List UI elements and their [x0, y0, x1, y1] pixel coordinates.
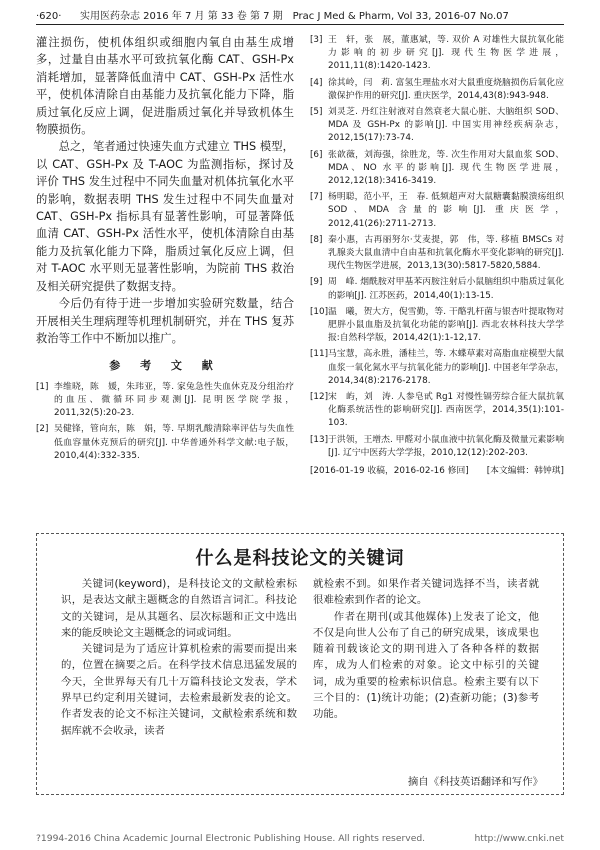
- reference-item: [310, 391, 564, 431]
- reference-item: [310, 306, 564, 346]
- reference-item: [310, 34, 564, 74]
- reference-number: [1]: [36, 381, 49, 392]
- reference-text: 温 曦，贺大方，倪雪勤，等. 干酪乳杆菌与银杏叶提取物对肥胖小鼠血脂及抗氧化功能的影响[J]. 西北农林科技大学学报:自然科学版，2014,42(1):1-12,17.: [328, 306, 564, 344]
- running-header: [36, 6, 564, 22]
- reference-item: [36, 423, 294, 463]
- reference-item: [310, 434, 564, 460]
- reference-text: 刘灵芝. 丹红注射液对自然衰老大鼠心脏、大脑组织 SOD、MDA 及 GSH-Px 的影响[J]. 中国实用神经疾病杂志，2012,15(17):73-74.: [328, 107, 564, 144]
- reference-text: 吴健锋，管向东，陈 娟，等. 早期乳酸清除率评估与失血性低血容量休克预后的研究[J]. 中华普通外科学文献:电子版，2010,4(4):332-335.: [54, 424, 294, 461]
- reference-number: [9]: [310, 277, 323, 288]
- left-column: [36, 34, 294, 466]
- reference-number: [12]: [310, 392, 329, 403]
- reference-number: [4]: [310, 77, 323, 88]
- box-paragraph: 作者在期刊(或其他媒体)上发表了论文，他不仅是向世人公布了自己的研究成果，该成果也随着刊载该论文的期刊进入了各种各样的数据库，成为人们检索的对象。论文中标引的关键词，成为重要的检索标识信息。检索主要有以下三个目的：(1)统计功能；(2)查新功能；(3)参考功能。: [313, 610, 539, 721]
- reference-number: [11]: [310, 349, 329, 360]
- reference-item: [310, 106, 564, 146]
- received-date: [2016-01-19 收稿，2016-02-16 修回]: [310, 466, 469, 477]
- reference-text: 周 峰. 烟酰胺对甲基苯丙胺注射后小鼠脑组织中脂质过氧化的影响[J]. 江苏医药，2014,40(1):13-15.: [328, 277, 564, 301]
- box-paragraph: 就检索不到。如果作者关键词选择不当，读者就很难检索到作者的论文。: [313, 578, 539, 607]
- header-rule: [36, 24, 564, 25]
- reference-text: 于洪领，王增杰. 甲醛对小鼠血液中抗氧化酶及微量元素影响[J]. 辽宁中医药大学学报，2010,12(12):202-203.: [328, 434, 564, 458]
- body-paragraph: 灌注损伤，使机体组织或细胞内氧自由基生成增多，过量自由基水平可致抗氧化酶 CAT、GSH-Px 消耗增加，显著降低血清中 CAT、GSH-Px 活性水平，使机体清除自由基能力及抗氧化能力下降，脂质过氧化反应上调，促进脂质过氧化并导致机体生物膜损伤。: [36, 36, 294, 137]
- box-source: 摘自《科技英语翻译和写作》: [407, 776, 543, 788]
- reference-item: [310, 77, 564, 103]
- reference-text: 王 轩，张 展，董惠斌，等. 双价 A 对雄性大鼠抗氧化能力影响的初步研究[J]. 现代生物医学进展，2011,11(8):1420-1423.: [328, 35, 564, 72]
- body-paragraph: 今后仍有待于进一步增加实验研究数量，结合开展相关生理病理等机理机制研究，并在 THS 复苏救治等工作中不断加以推广。: [36, 297, 294, 345]
- box-paragraph: 关键词(keyword)，是科技论文的文献检索标识，是表达文献主题概念的自然语言词汇。科技论文的关键词，是从其题名、层次标题和正文中选出来的能反映论文主题概念的词或词组。: [61, 578, 297, 639]
- page-footer: [36, 833, 564, 844]
- reference-number: [7]: [310, 192, 323, 203]
- article-meta: [310, 463, 564, 476]
- reference-number: [10]: [310, 306, 329, 317]
- publisher-url[interactable]: http://www.cnki.net: [474, 833, 564, 844]
- reference-item: [310, 191, 564, 231]
- reference-item: [36, 381, 294, 421]
- reference-number: [6]: [310, 149, 323, 160]
- reference-number: [3]: [310, 35, 323, 45]
- info-box: [36, 533, 564, 795]
- references-title: 参 考 文 献: [109, 359, 221, 373]
- reference-text: 杨明聪，范小平，王 春. 低频超声对大鼠糖囊黏膜溃疡组织 SOD、MDA 含量的影响[J]. 重庆医学，2012,41(26):2711-2713.: [328, 192, 564, 229]
- box-right-column: [313, 576, 539, 723]
- reference-text: 张歆薇，刘海强，徐胜龙，等. 次生作用对大鼠血浆 SOD、MDA、NO 水平的影响[J]. 现代生物医学进展，2012,12(18):3416-3419.: [328, 149, 564, 187]
- reference-text: 马宝慧，高永胜，潘桂兰，等. 木蝶草素对高脂血症模型大鼠血浆一氧化氮水平与抗氧化能力的影响[J]. 中国老年学杂志，2014,34(8):2176-2178.: [328, 349, 564, 386]
- reference-text: 徐其岭，闫 莉. 富氢生理盐水对大鼠重度烧脑损伤后氧化应激保护作用的研究[J]. 重庆医学，2014,43(8):943-948.: [328, 77, 564, 101]
- reference-item: [310, 276, 564, 302]
- references-list-left: [36, 381, 294, 463]
- reference-number: [8]: [310, 234, 323, 245]
- box-left-column: [61, 576, 297, 739]
- page-number: ·620·: [36, 11, 62, 22]
- right-column: [310, 34, 564, 476]
- reference-item: [310, 149, 564, 189]
- reference-item: [310, 348, 564, 388]
- reference-text: 宋 屿，刘 涛. 人参皂甙 Rg1 对慢性镉劳综合征大鼠抗氧化酶系统活性的影响研究[J]. 西南医学，2014,35(1):101-103.: [328, 392, 564, 429]
- reference-number: [2]: [36, 424, 49, 435]
- body-paragraph: 总之，笔者通过快速失血方式建立 THS 模型，以 CAT、GSH-Px 及 T-AOC 为监测指标，探讨及评价 THS 发生过程中不同失血量对机体抗氧化水平的影响，数据表明 THS 发生过程中不同失血量对 CAT、GSH-Px 指标具有显著性影响，可显著降低血清 CAT、GSH-Px 活性水平，使机体清除自由基能力及抗氧化能力下降，脂质过氧化反应上调，但对 T-AOC 水平则无显著性影响，为院前 THS 救治及相关研究提供了数据支持。: [36, 140, 294, 293]
- reference-item: [310, 234, 564, 274]
- reference-text: 秦小惠，古再丽努尔·艾麦提，郭 伟，等. 移植 BMSCs 对乳腺炎大鼠血清中自由基和抗氧化酶水平变化影响的研究[J]. 现代生物医学进展，2013,13(30):5817-5820,5884.: [328, 234, 564, 272]
- journal-title: 实用医药杂志 2016 年 7 月 第 33 卷 第 7 期 Prac J Med & Pharm, Vol 33, 2016-07 No.07: [80, 11, 509, 22]
- editor-credit: [本文编辑：韩钟琪]: [486, 466, 564, 477]
- reference-number: [5]: [310, 107, 323, 118]
- box-title: 什么是科技论文的关键词: [195, 548, 405, 569]
- reference-text: 李维晓，陈 媛，朱玮亚，等. 家兔急性失血休克及分组治疗的血压、微循环同步观测[J]. 昆明医学院学报，2011,32(5):20-23.: [54, 381, 294, 419]
- reference-number: [13]: [310, 434, 329, 445]
- copyright-notice: ?1994-2016 China Academic Journal Electronic Publishing House. All rights reserved.: [36, 833, 426, 844]
- references-list-right: [310, 34, 564, 460]
- box-paragraph: 关键词是为了适应计算机检索的需要而提出来的，位置在摘要之后。在科学技术信息迅猛发展的今天，全世界每天有几十万篇科技论文发表，学术界早已约定利用关键词，去检索最新发表的论文。作者发表的论文不标注关键词，文献检索系统和数据库就不会收录，读者: [61, 643, 297, 737]
